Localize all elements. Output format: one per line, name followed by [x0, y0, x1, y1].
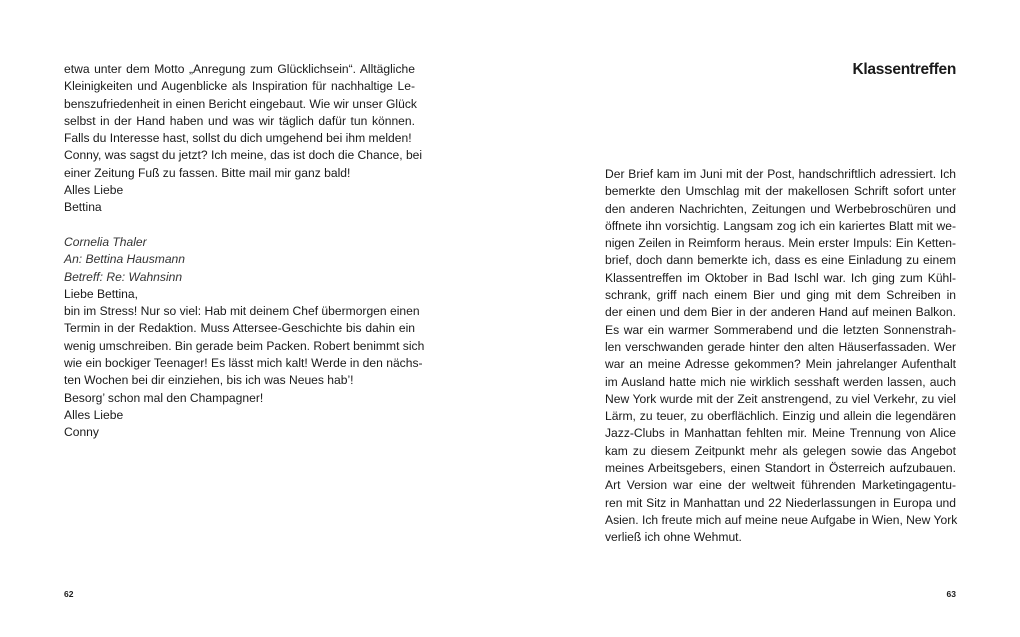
text-line: war an meine Adresse gekommen? Mein jahrelanger Aufenthalt [605, 357, 956, 372]
text-line: Art Version war eine der weltweit führenden Marketingagentu- [605, 478, 956, 493]
email-sender: Cornelia Thaler [64, 234, 147, 249]
text-line: Conny [64, 425, 99, 440]
text-line: schrank, griff nach einem Bier und ging mit dem Schreiben in [605, 288, 956, 303]
text-line: Termin in der Redaktion. Muss Attersee-Geschichte bis dahin ein [64, 321, 415, 336]
text-line: ren mit Sitz in Manhattan und 22 Niederlassungen in Europa und [605, 495, 956, 510]
page-number-left: 62 [64, 589, 74, 599]
text-line: einer Zeitung Fuß zu fassen. Bitte mail mir ganz bald! [64, 165, 351, 180]
text-line: öffnete ihn vorsichtig. Langsam zog ich ein kariertes Blatt mit we- [605, 218, 956, 233]
text-line: wie ein bockiger Teenager! Es lässt mich kalt! Werde in den nächs- [64, 356, 423, 371]
text-line: New York wurde mit der Zeit anstrengend, zu viel Verkehr, zu viel [605, 391, 956, 406]
text-line: Es war ein warmer Sommerabend und die letzten Sonnenstrah- [605, 322, 956, 337]
text-line: Kleinigkeiten und Augenblicke als Inspiration für nachhaltige Le- [64, 79, 415, 94]
left-page-text [64, 61, 425, 442]
text-line: Jazz-Clubs in Manhattan fehlten mir. Meine Trennung von Alice [605, 426, 956, 441]
text-line: bemerkte den Umschlag mit der makellosen Schrift sofort unter [605, 184, 956, 199]
text-line: nigen Zeilen in Reimform heraus. Mein erster Impuls: Ein Ketten- [605, 236, 956, 251]
text-line: selbst in der Hand haben und was wir täglich dafür tun können. [64, 113, 415, 128]
text-line: Falls du Interesse hast, sollst du dich umgehend bei ihm melden! [64, 131, 412, 146]
text-line: meines Arbeitsgebers, einen Standort in Österreich aufzubauen. [605, 461, 956, 476]
text-line: den anderen Nachrichten, Zeitungen und Werbebroschüren und [605, 201, 956, 216]
text-line: Lärm, zu teuer, zu oberflächlich. Einzig und allein die legendären [605, 409, 956, 424]
text-line: Klassentreffen im Oktober in Bad Ischl war. Ich ging zum Kühl- [605, 270, 956, 285]
text-line: Alles Liebe [64, 183, 124, 198]
email-subject: Betreff: Re: Wahnsinn [64, 269, 183, 284]
text-line: verließ ich ohne Wehmut. [605, 530, 742, 545]
chapter-title: Klassentreffen [852, 61, 956, 78]
text-line: Alles Liebe [64, 407, 124, 422]
text-line: ten Wochen bei dir einziehen, bis ich was Neues hab’! [64, 373, 354, 388]
text-line: benszufriedenheit in einen Bericht eingebaut. Wie wir unser Glück [64, 96, 417, 111]
right-page-text [605, 166, 956, 547]
text-line: Bettina [64, 200, 102, 215]
text-line: etwa unter dem Motto „Anregung zum Glücklichsein“. Alltägliche [64, 62, 415, 76]
text-line: wenig umschreiben. Bin gerade beim Packen. Robert benimmt sich [64, 338, 425, 353]
paragraph-gap [64, 217, 415, 234]
text-line: Asien. Ich freute mich auf meine neue Aufgabe in Wien, New York [605, 512, 958, 527]
text-line: bin im Stress! Nur so viel: Hab mit deinem Chef übermorgen einen [64, 304, 420, 319]
page-number-right: 63 [946, 589, 956, 599]
text-line: kam zu diesem Zeitpunkt mehr als gelegen sowie das Angebot [605, 443, 956, 458]
text-line: len verschwanden gerade hinter den alten Häuserfassaden. Wer [605, 339, 956, 354]
text-line: brief, doch dann bemerkte ich, dass es eine Einladung zu einem [605, 253, 956, 268]
text-line: Liebe Bettina, [64, 286, 138, 301]
email-recipient: An: Bettina Hausmann [64, 252, 186, 267]
text-line: der einen und dem Bier in der anderen Hand auf meinen Balkon. [605, 305, 956, 320]
text-line: Besorg’ schon mal den Champagner! [64, 390, 264, 405]
text-line: Der Brief kam im Juni mit der Post, handschriftlich adressiert. Ich [605, 167, 956, 181]
text-line: im Ausland hatte mich nie wirklich sesshaft werden lassen, auch [605, 374, 956, 389]
text-line: Conny, was sagst du jetzt? Ich meine, das ist doch die Chance, bei [64, 148, 423, 163]
